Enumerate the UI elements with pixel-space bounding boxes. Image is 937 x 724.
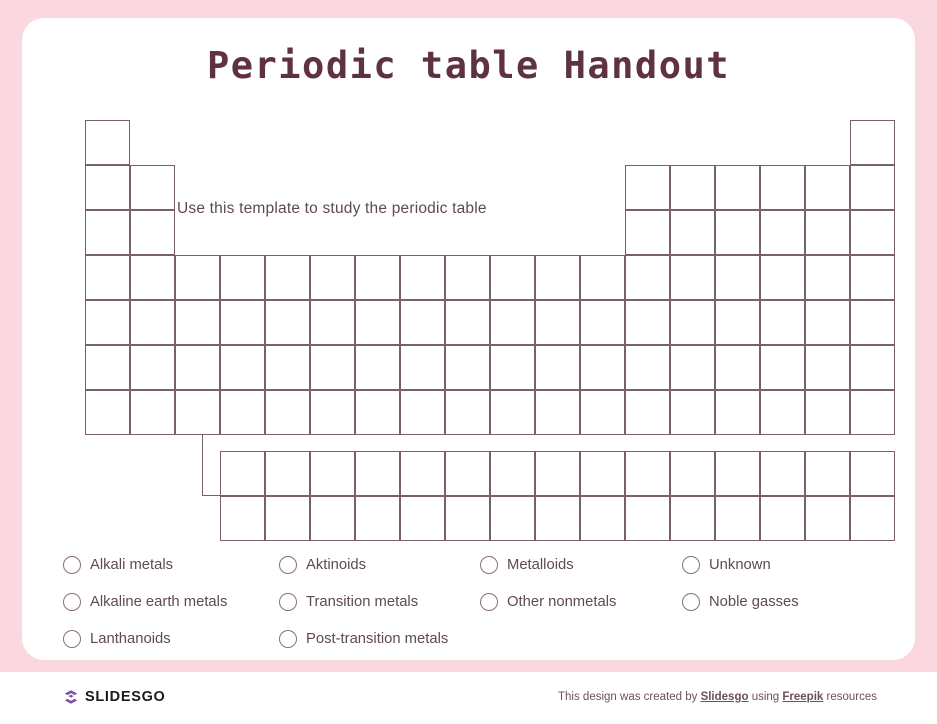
legend-row bbox=[63, 583, 893, 620]
element-cell[interactable] bbox=[715, 496, 760, 541]
credit-text bbox=[558, 691, 877, 703]
element-cell[interactable] bbox=[310, 390, 355, 435]
credit-middle: using bbox=[748, 691, 783, 703]
element-cell[interactable] bbox=[760, 451, 805, 496]
element-cell[interactable] bbox=[625, 300, 670, 345]
element-cell[interactable] bbox=[85, 345, 130, 390]
legend-label: Lanthanoids bbox=[90, 630, 171, 647]
element-cell[interactable] bbox=[85, 300, 130, 345]
element-cell[interactable] bbox=[310, 255, 355, 300]
legend-label: Unknown bbox=[709, 556, 771, 573]
element-cell[interactable] bbox=[850, 451, 895, 496]
element-cell[interactable] bbox=[175, 255, 220, 300]
element-cell[interactable] bbox=[490, 300, 535, 345]
element-cell[interactable] bbox=[805, 255, 850, 300]
element-cell[interactable] bbox=[580, 451, 625, 496]
element-cell[interactable] bbox=[670, 451, 715, 496]
element-cell[interactable] bbox=[715, 390, 760, 435]
element-cell[interactable] bbox=[220, 496, 265, 541]
element-cell[interactable] bbox=[265, 345, 310, 390]
legend-label: Metalloids bbox=[507, 556, 574, 573]
element-cell[interactable] bbox=[670, 300, 715, 345]
element-cell[interactable] bbox=[220, 451, 265, 496]
element-cell[interactable] bbox=[670, 210, 715, 255]
element-cell[interactable] bbox=[490, 451, 535, 496]
element-cell[interactable] bbox=[445, 345, 490, 390]
element-cell[interactable] bbox=[220, 300, 265, 345]
legend-label: Aktinoids bbox=[306, 556, 367, 573]
legend-item[interactable] bbox=[682, 556, 882, 574]
element-cell[interactable] bbox=[625, 255, 670, 300]
legend-label: Alkali metals bbox=[90, 556, 174, 573]
element-cell[interactable] bbox=[355, 496, 400, 541]
element-cell[interactable] bbox=[85, 210, 130, 255]
element-cell[interactable] bbox=[130, 390, 175, 435]
element-cell[interactable] bbox=[850, 210, 895, 255]
element-cell[interactable] bbox=[715, 345, 760, 390]
element-cell[interactable] bbox=[805, 165, 850, 210]
element-cell[interactable] bbox=[310, 451, 355, 496]
element-cell[interactable] bbox=[850, 496, 895, 541]
element-cell[interactable] bbox=[490, 255, 535, 300]
element-cell[interactable] bbox=[85, 390, 130, 435]
slidesgo-link[interactable]: Slidesgo bbox=[700, 691, 749, 703]
element-cell[interactable] bbox=[355, 255, 400, 300]
element-cell[interactable] bbox=[445, 300, 490, 345]
element-cell[interactable] bbox=[535, 300, 580, 345]
element-cell[interactable] bbox=[850, 390, 895, 435]
element-cell[interactable] bbox=[130, 165, 175, 210]
element-cell[interactable] bbox=[805, 390, 850, 435]
element-cell[interactable] bbox=[805, 210, 850, 255]
element-cell[interactable] bbox=[445, 390, 490, 435]
element-cell[interactable] bbox=[760, 496, 805, 541]
element-cell[interactable] bbox=[400, 255, 445, 300]
periodic-table-grid bbox=[63, 102, 875, 542]
legend-radio-circle-icon[interactable] bbox=[63, 630, 81, 648]
legend-label: Alkaline earth metals bbox=[90, 593, 228, 610]
element-cell[interactable] bbox=[580, 496, 625, 541]
element-cell[interactable] bbox=[625, 210, 670, 255]
element-cell[interactable] bbox=[760, 165, 805, 210]
element-cell[interactable] bbox=[445, 255, 490, 300]
element-cell[interactable] bbox=[760, 255, 805, 300]
element-cell[interactable] bbox=[850, 300, 895, 345]
element-cell[interactable] bbox=[490, 390, 535, 435]
element-cell[interactable] bbox=[130, 300, 175, 345]
page-title: Periodic table Handout bbox=[206, 44, 731, 87]
element-cell[interactable] bbox=[265, 496, 310, 541]
element-cell[interactable] bbox=[535, 451, 580, 496]
element-cell[interactable] bbox=[85, 255, 130, 300]
brand-name: SLIDESGO bbox=[85, 689, 166, 705]
element-cell[interactable] bbox=[265, 390, 310, 435]
element-cell[interactable] bbox=[355, 451, 400, 496]
element-cell[interactable] bbox=[625, 390, 670, 435]
legend-radio-circle-icon[interactable] bbox=[279, 593, 297, 611]
element-cell[interactable] bbox=[130, 210, 175, 255]
element-cell[interactable] bbox=[625, 165, 670, 210]
element-cell[interactable] bbox=[760, 300, 805, 345]
element-cell[interactable] bbox=[760, 345, 805, 390]
element-cell[interactable] bbox=[490, 345, 535, 390]
legend bbox=[63, 546, 893, 657]
element-cell[interactable] bbox=[850, 165, 895, 210]
legend-item[interactable] bbox=[480, 593, 682, 611]
subtitle-text: Use this template to study the periodic table bbox=[177, 200, 487, 217]
legend-item[interactable] bbox=[279, 556, 480, 574]
element-cell[interactable] bbox=[805, 496, 850, 541]
legend-row bbox=[63, 620, 893, 657]
legend-item[interactable] bbox=[279, 593, 480, 611]
element-cell[interactable] bbox=[400, 345, 445, 390]
element-cell[interactable] bbox=[580, 390, 625, 435]
element-cell[interactable] bbox=[400, 390, 445, 435]
element-cell[interactable] bbox=[535, 255, 580, 300]
f-block-connector bbox=[202, 435, 220, 496]
legend-radio-circle-icon[interactable] bbox=[279, 556, 297, 574]
element-cell[interactable] bbox=[355, 300, 400, 345]
element-cell[interactable] bbox=[535, 390, 580, 435]
element-cell[interactable] bbox=[310, 300, 355, 345]
credit-suffix: resources bbox=[823, 691, 877, 703]
element-cell[interactable] bbox=[580, 345, 625, 390]
legend-radio-circle-icon[interactable] bbox=[682, 556, 700, 574]
freepik-link[interactable]: Freepik bbox=[782, 691, 824, 703]
legend-item[interactable] bbox=[279, 630, 480, 648]
element-cell[interactable] bbox=[535, 496, 580, 541]
element-cell[interactable] bbox=[220, 390, 265, 435]
element-cell[interactable] bbox=[445, 496, 490, 541]
element-cell[interactable] bbox=[355, 390, 400, 435]
element-cell[interactable] bbox=[400, 300, 445, 345]
element-cell[interactable] bbox=[310, 496, 355, 541]
legend-label: Other nonmetals bbox=[507, 593, 617, 610]
element-cell[interactable] bbox=[625, 345, 670, 390]
element-cell[interactable] bbox=[130, 345, 175, 390]
element-cell[interactable] bbox=[805, 300, 850, 345]
slidesgo-brand bbox=[63, 689, 166, 705]
legend-item[interactable] bbox=[63, 593, 279, 611]
element-cell[interactable] bbox=[715, 451, 760, 496]
legend-item[interactable] bbox=[682, 593, 882, 611]
legend-label: Post-transition metals bbox=[306, 630, 449, 647]
legend-radio-circle-icon[interactable] bbox=[480, 593, 498, 611]
slide-card bbox=[22, 18, 915, 660]
legend-label: Transition metals bbox=[306, 593, 419, 610]
legend-radio-circle-icon[interactable] bbox=[682, 593, 700, 611]
element-cell[interactable] bbox=[220, 345, 265, 390]
element-cell[interactable] bbox=[535, 345, 580, 390]
legend-radio-circle-icon[interactable] bbox=[279, 630, 297, 648]
element-cell[interactable] bbox=[400, 496, 445, 541]
element-cell[interactable] bbox=[670, 165, 715, 210]
element-cell[interactable] bbox=[850, 120, 895, 165]
element-cell[interactable] bbox=[805, 345, 850, 390]
element-cell[interactable] bbox=[265, 255, 310, 300]
element-cell[interactable] bbox=[715, 210, 760, 255]
element-cell[interactable] bbox=[580, 255, 625, 300]
element-cell[interactable] bbox=[670, 390, 715, 435]
element-cell[interactable] bbox=[715, 300, 760, 345]
legend-label: Noble gasses bbox=[709, 593, 799, 610]
element-cell[interactable] bbox=[175, 345, 220, 390]
element-cell[interactable] bbox=[85, 120, 130, 165]
element-cell[interactable] bbox=[490, 496, 535, 541]
element-cell[interactable] bbox=[265, 300, 310, 345]
legend-item[interactable] bbox=[480, 556, 682, 574]
element-cell[interactable] bbox=[220, 255, 265, 300]
element-cell[interactable] bbox=[850, 255, 895, 300]
legend-radio-circle-icon[interactable] bbox=[63, 593, 81, 611]
element-cell[interactable] bbox=[310, 345, 355, 390]
credit-prefix: This design was created by bbox=[558, 691, 701, 703]
element-cell[interactable] bbox=[760, 390, 805, 435]
element-cell[interactable] bbox=[670, 496, 715, 541]
element-cell[interactable] bbox=[580, 300, 625, 345]
element-cell[interactable] bbox=[670, 255, 715, 300]
legend-item[interactable] bbox=[63, 630, 279, 648]
element-cell[interactable] bbox=[625, 496, 670, 541]
element-cell[interactable] bbox=[445, 451, 490, 496]
element-cell[interactable] bbox=[715, 255, 760, 300]
element-cell[interactable] bbox=[760, 210, 805, 255]
element-cell[interactable] bbox=[85, 165, 130, 210]
legend-item[interactable] bbox=[63, 556, 279, 574]
element-cell[interactable] bbox=[175, 300, 220, 345]
element-cell[interactable] bbox=[715, 165, 760, 210]
element-cell[interactable] bbox=[400, 451, 445, 496]
footer bbox=[0, 672, 937, 724]
element-cell[interactable] bbox=[805, 451, 850, 496]
element-cell[interactable] bbox=[850, 345, 895, 390]
element-cell[interactable] bbox=[130, 255, 175, 300]
element-cell[interactable] bbox=[265, 451, 310, 496]
legend-row bbox=[63, 546, 893, 583]
slidesgo-logo-icon bbox=[63, 689, 79, 705]
legend-radio-circle-icon[interactable] bbox=[480, 556, 498, 574]
element-cell[interactable] bbox=[670, 345, 715, 390]
legend-radio-circle-icon[interactable] bbox=[63, 556, 81, 574]
element-cell[interactable] bbox=[175, 390, 220, 435]
element-cell[interactable] bbox=[355, 345, 400, 390]
element-cell[interactable] bbox=[625, 451, 670, 496]
